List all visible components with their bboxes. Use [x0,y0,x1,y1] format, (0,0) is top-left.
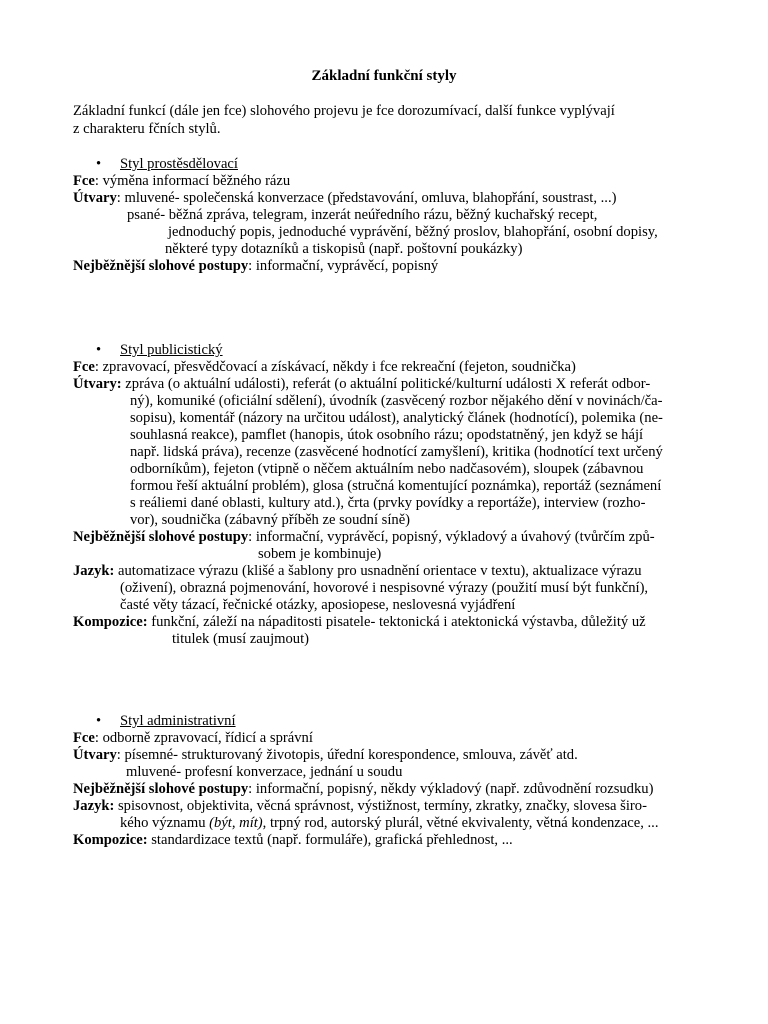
utvary-line: s reáliemi dané oblasti, kultury atd.), črta (prvky povídky a reportáže), interview (rozho- [130,495,646,511]
fce-text: : výměna informací běžného rázu [94,173,291,189]
jazyk-line [73,798,647,815]
utvary-label: Útvary [73,190,117,206]
fce-line [73,730,313,747]
postupy-label: Nejběžnější slohové postupy [73,258,249,274]
fce-line [73,173,290,190]
jazyk-label: Jazyk: [73,563,115,579]
jazyk-text: kého významu [120,815,210,831]
utvary-line: formou řeší aktuální problém), glosa (stručná komentující poznámka), reportáž (seznámení [130,478,662,494]
jazyk-line: časté věty tázací, řečnické otázky, aposiopese, neslovesná vyjádření [120,597,516,613]
section-bullet: • [96,342,102,358]
utvary-label: Útvary [73,747,117,763]
jazyk-text: , trpný rod, autorský plurál, větné ekvivalenty, větná kondenzace, ... [262,815,659,831]
kompozice-text: standardizace textů (např. formuláře), grafická přehlednost, ... [147,832,513,848]
jazyk-line [73,563,642,580]
jazyk-line [120,815,658,832]
fce-label: Fce [73,173,95,189]
section-heading-publicisticky: Styl publicistický [120,342,223,358]
fce-text: : zpravovací, přesvědčovací a získávací, někdy i fce rekreační (fejeton, soudnička) [94,359,576,375]
kompozice-label: Kompozice: [73,832,148,848]
utvary-line [73,376,650,393]
intro-line-1: Základní funkcí (dále jen fce) slohového projevu je fce dorozumívací, další funkce vyplývají [73,103,615,119]
postupy-line [73,258,438,275]
utvary-line: např. lidská práva), recenze (zasvěcené hodnotící zamyšlení), kritika (hodnotící text určený [130,444,663,460]
postupy-text: : informační, vyprávěcí, popisný [248,258,439,274]
kompozice-line [73,614,646,631]
utvary-label: Útvary: [73,376,122,392]
postupy-line [73,781,653,798]
section-bullet: • [96,713,102,729]
jazyk-text: spisovnost, objektivita, věcná správnost, výstižnost, termíny, zkratky, značky, slovesa širo- [114,798,647,814]
fce-text: : odborně zpravovací, řídicí a správní [94,730,313,746]
postupy-label: Nejběžnější slohové postupy [73,781,249,797]
utvary-line [73,190,616,207]
intro-line-2: z charakteru fčních stylů. [73,121,221,137]
kompozice-label: Kompozice: [73,614,148,630]
utvary-line [73,747,578,764]
utvary-line: některé typy dotazníků a tiskopisů (např. poštovní poukázky) [165,241,523,257]
section-heading-administrativni: Styl administrativní [120,713,236,729]
utvary-line: mluvené- profesní konverzace, jednání u soudu [126,764,403,780]
utvary-text: zpráva (o aktuální události), referát (o aktuální politické/kulturní události X referát odbor- [125,376,651,392]
postupy-label: Nejběžnější slohové postupy [73,529,249,545]
utvary-line: jednoduchý popis, jednoduché vyprávění, běžný proslov, blahopřání, osobní dopisy, [168,224,658,240]
utvary-line: souhlasná reakce), pamflet (hanopis, útok osobního rázu; opodstatněný, jen když se hájí [130,427,644,443]
utvary-line: psané- běžná zpráva, telegram, inzerát neúředního rázu, běžný kuchařský recept, [127,207,598,223]
section-heading-prostesdelovaci: Styl prostěsdělovací [120,156,238,172]
fce-label: Fce [73,359,95,375]
postupy-text: : informační, vyprávěcí, popisný, výkladový a úvahový (tvůrčím způ- [248,529,655,545]
postupy-line [73,529,655,546]
kompozice-text: funkční, záleží na nápaditosti pisatele- tektonická i atektonická výstavba, důležitý už [147,614,646,630]
utvary-line: sopisu), komentář (názory na určitou událost), analytický článek (hodnotící), polemika (ne- [130,410,663,426]
utvary-line: odborníkům), fejeton (vtipně o něčem aktuálním nebo nadčasovém), sloupek (zábavnou [130,461,644,477]
utvary-line: vor), soudnička (zábavný příběh ze soudní síně) [130,512,411,528]
jazyk-italic-text: (být, mít) [209,815,263,831]
jazyk-text: automatizace výrazu (klišé a šablony pro usnadnění orientace v textu), aktualizace výrazu [114,563,642,579]
kompozice-line: titulek (musí zaujmout) [172,631,309,647]
postupy-line: sobem je kombinuje) [258,546,382,562]
page-title: Základní funkční styly [311,68,457,84]
fce-label: Fce [73,730,95,746]
kompozice-line [73,832,513,849]
utvary-text: : mluvené- společenská konverzace (představování, omluva, blahopřání, soustrast, ...) [116,190,617,206]
section-bullet: • [96,156,102,172]
jazyk-line: (oživení), obrazná pojmenování, hovorové i nespisovné výrazy (použití musí být funkční), [120,580,649,596]
fce-line [73,359,576,376]
utvary-text: : písemné- strukturovaný životopis, úřední korespondence, smlouva, závěť atd. [116,747,578,763]
utvary-line: ný), komuniké (oficiální sdělení), úvodník (zasvěcený rozbor nějakého dění v novinách/ča- [130,393,663,409]
jazyk-label: Jazyk: [73,798,115,814]
postupy-text: : informační, popisný, někdy výkladový (např. zdůvodnění rozsudku) [248,781,654,797]
